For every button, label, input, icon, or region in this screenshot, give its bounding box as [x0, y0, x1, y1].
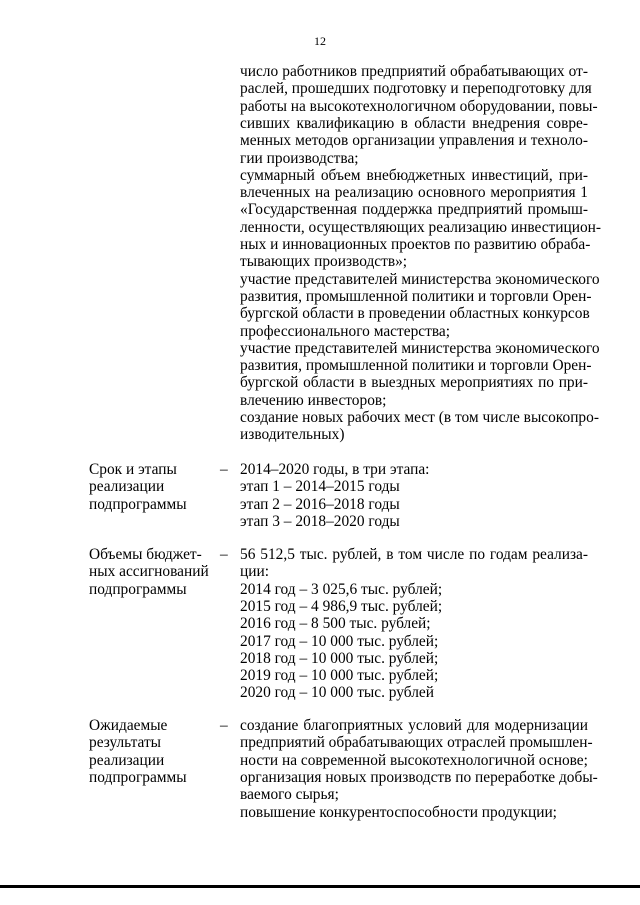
- section-value-line: 56 512,5 тыс. рублей, в том числе по годам реализа-: [240, 546, 588, 563]
- paragraph-line: ленности, осуществляющих реализацию инвестицион-: [240, 218, 602, 236]
- section-label-line: подпрограммы: [89, 580, 187, 598]
- paragraph-line: бургской области в проведении областных конкурсов: [240, 305, 590, 323]
- paragraph-line: создание новых рабочих мест (в том числе высокопро-: [240, 409, 599, 426]
- section-label-line: Ожидаемые: [89, 717, 168, 734]
- section-value-line: 2018 год – 10 000 тыс. рублей;: [240, 649, 439, 667]
- paragraph-line: влеченных на реализацию основного мероприятия 1: [240, 184, 588, 202]
- paragraph-line: участие представителей министерства экономического: [240, 270, 600, 288]
- section-value-line: этап 3 – 2018–2020 годы: [240, 512, 400, 530]
- paragraph-line: раслей, прошедших подготовку и переподготовку для: [240, 80, 592, 98]
- section-label-line: подпрограммы: [89, 768, 187, 786]
- dash-separator: –: [220, 717, 228, 734]
- section-value-line: 2017 год – 10 000 тыс. рублей;: [240, 632, 439, 650]
- section-value-line: ности на современной высокотехнологичной основе;: [240, 751, 588, 769]
- paragraph-line: «Государственная поддержка предприятий промыш-: [240, 201, 588, 219]
- section-label-line: ных ассигнований: [89, 563, 209, 581]
- paragraph-line: работы на высокотехнологичном оборудовании, повы-: [240, 97, 598, 115]
- bottom-rule: [0, 885, 640, 888]
- section-value-line: 2014–2020 годы, в три этапа:: [240, 461, 430, 478]
- dash-separator: –: [220, 546, 228, 563]
- paragraph-line: ных и инновационных проектов по развитию обраба-: [240, 236, 591, 253]
- section-value-line: 2016 год – 8 500 тыс. рублей;: [240, 615, 431, 633]
- paragraph-line: участие представителей министерства экономического: [240, 339, 600, 357]
- section-value-line: предприятий обрабатывающих отраслей промышлен-: [240, 734, 593, 752]
- section-value-line: ваемого сырья;: [240, 786, 339, 804]
- paragraph-line: развития, промышленной политики и торговли Орен-: [240, 357, 592, 375]
- dash-separator: –: [220, 461, 228, 478]
- paragraph-line: развития, промышленной политики и торговли Орен-: [240, 287, 592, 305]
- paragraph-line: изводительных): [240, 426, 345, 444]
- page-number: 12: [314, 34, 326, 48]
- paragraph-line: влечению инвесторов;: [240, 391, 387, 409]
- section-label-line: реализации: [89, 751, 165, 769]
- paragraph-line: гии производства;: [240, 149, 359, 167]
- section-label-line: реализации: [89, 478, 165, 496]
- section-value-line: 2020 год – 10 000 тыс. рублей: [240, 684, 434, 702]
- section-label-line: результаты: [89, 734, 162, 752]
- section-value-line: 2014 год – 3 025,6 тыс. рублей;: [240, 580, 443, 598]
- section-value-line: 2015 год – 4 986,9 тыс. рублей;: [240, 597, 443, 615]
- paragraph-line: суммарный объем внебюджетных инвестиций, при-: [240, 166, 588, 184]
- paragraph-line: профессионального мастерства;: [240, 322, 450, 340]
- section-value-line: 2019 год – 10 000 тыс. рублей;: [240, 667, 439, 685]
- paragraph-line: тывающих производств»;: [240, 253, 408, 271]
- paragraph-line: сивших квалификацию в области внедрения совре-: [240, 114, 588, 132]
- section-value-line: этап 2 – 2016–2018 годы: [240, 495, 400, 513]
- section-value-line: ции:: [240, 563, 269, 581]
- section-value-line: повышение конкурентоспособности продукции;: [240, 803, 557, 821]
- section-label-line: подпрограммы: [89, 495, 187, 513]
- section-value-line: создание благоприятных условий для модернизации: [240, 717, 588, 734]
- paragraph-line: менных методов организации управления и техноло-: [240, 132, 588, 150]
- section-value-line: организация новых производств по переработке добы-: [240, 768, 598, 786]
- section-label-line: Объемы бюджет-: [89, 546, 202, 563]
- section-label-line: Срок и этапы: [89, 461, 177, 478]
- section-value-line: этап 1 – 2014–2015 годы: [240, 478, 400, 496]
- paragraph-line: бургской области в выездных мероприятиях по при-: [240, 374, 588, 392]
- paragraph-line: число работников предприятий обрабатывающих от-: [240, 63, 588, 80]
